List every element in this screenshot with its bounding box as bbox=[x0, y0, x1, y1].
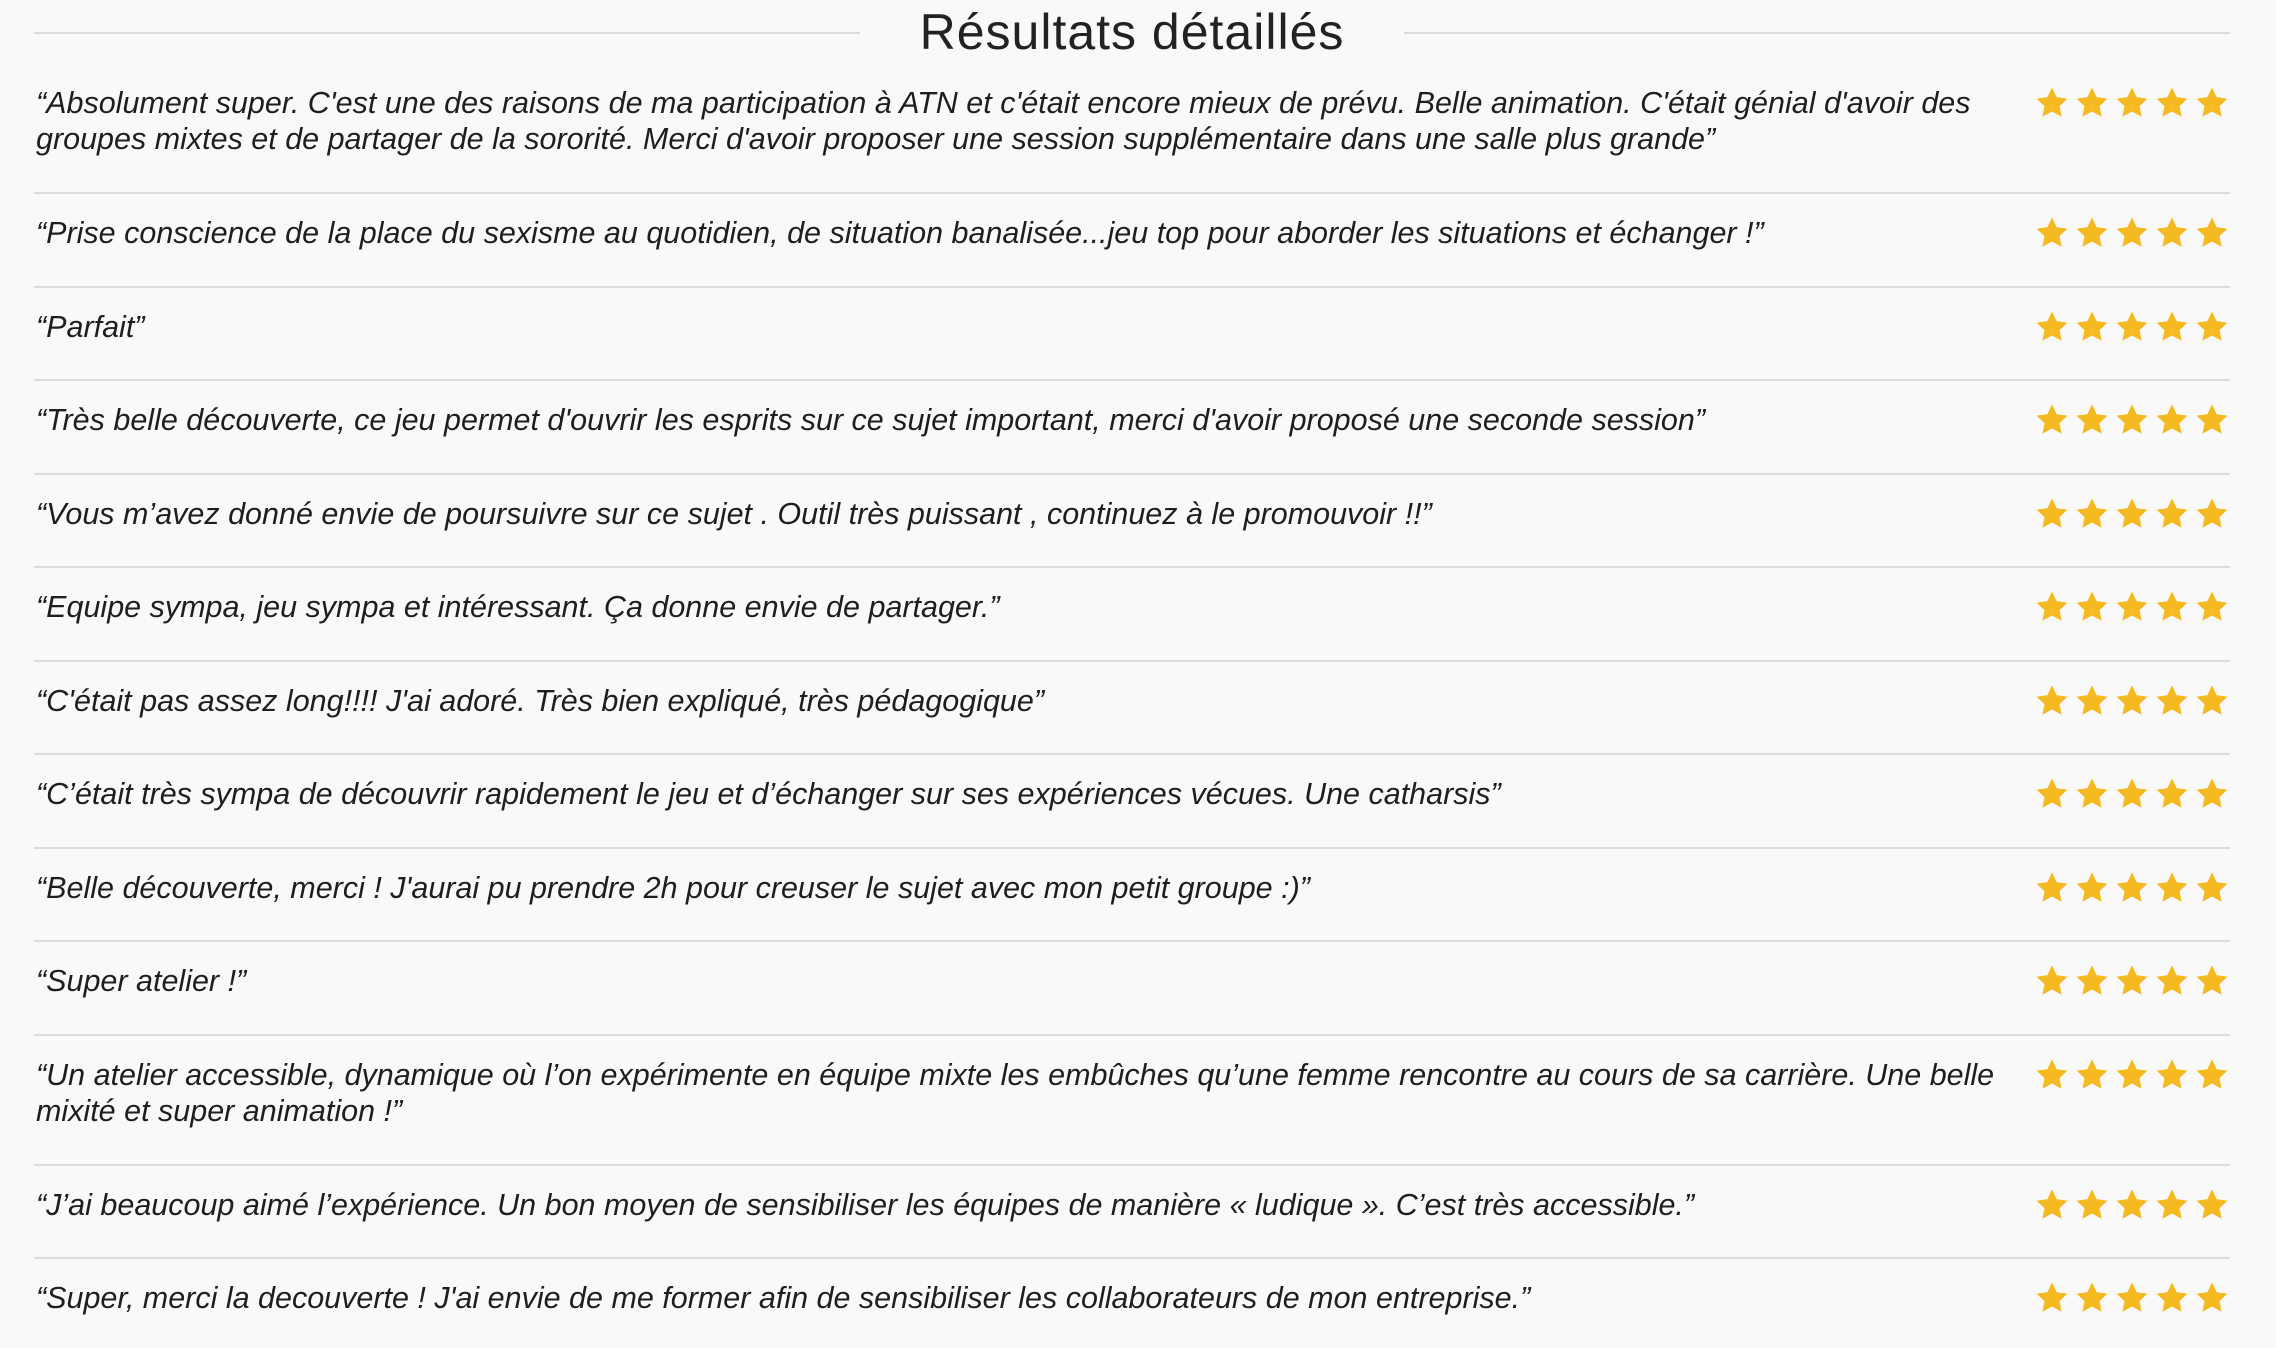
star-rating bbox=[2034, 402, 2230, 438]
star-icon bbox=[2114, 215, 2150, 251]
review-item bbox=[34, 755, 2230, 849]
star-rating bbox=[2034, 963, 2230, 999]
star-icon bbox=[2194, 309, 2230, 345]
star-icon bbox=[2074, 496, 2110, 532]
star-rating bbox=[2034, 870, 2230, 906]
star-icon bbox=[2074, 1057, 2110, 1093]
star-icon bbox=[2074, 215, 2110, 251]
star-icon bbox=[2154, 402, 2190, 438]
star-icon bbox=[2154, 963, 2190, 999]
star-icon bbox=[2154, 309, 2190, 345]
star-icon bbox=[2194, 1187, 2230, 1223]
review-text: “Prise conscience de la place du sexisme au quotidien, de situation banalisée...jeu top pour aborder les situations et échanger !” bbox=[36, 216, 1764, 250]
header-divider-left bbox=[34, 32, 860, 34]
star-icon bbox=[2074, 309, 2110, 345]
star-icon bbox=[2034, 1057, 2070, 1093]
star-icon bbox=[2194, 589, 2230, 625]
star-icon bbox=[2194, 85, 2230, 121]
star-icon bbox=[2074, 870, 2110, 906]
section-title: Résultats détaillés bbox=[919, 4, 1345, 60]
star-icon bbox=[2074, 1187, 2110, 1223]
review-text: “Absolument super. C'est une des raisons de ma participation à ATN et c'était encore mieux de prévu. Belle animation. C'était génial d'avoir des groupes mixtes et de partager de la sororité. Merci d'avoir proposer une session supplémentaire dans une salle plus grande” bbox=[36, 86, 1971, 156]
review-text: “C'était pas assez long!!!! J'ai adoré. Très bien expliqué, très pédagogique” bbox=[36, 683, 1044, 718]
review-list bbox=[34, 64, 2230, 1348]
star-icon bbox=[2194, 1280, 2230, 1316]
star-icon bbox=[2034, 402, 2070, 438]
review-item bbox=[34, 1166, 2230, 1260]
star-rating bbox=[2034, 85, 2230, 121]
star-icon bbox=[2154, 496, 2190, 532]
star-icon bbox=[2074, 776, 2110, 812]
star-rating bbox=[2034, 215, 2230, 251]
review-text: “Un atelier accessible, dynamique où l’on expérimente en équipe mixte les embûches qu’une femme rencontre au cours de sa carrière. Une belle mixité et super animation !” bbox=[36, 1057, 1995, 1128]
star-icon bbox=[2194, 1057, 2230, 1093]
review-text: “Très belle découverte, ce jeu permet d'ouvrir les esprits sur ce sujet important, merci d'avoir proposé une seconde session” bbox=[36, 403, 1706, 437]
star-icon bbox=[2154, 683, 2190, 719]
star-icon bbox=[2034, 215, 2070, 251]
star-icon bbox=[2194, 496, 2230, 532]
star-icon bbox=[2154, 1187, 2190, 1223]
star-icon bbox=[2114, 309, 2150, 345]
star-rating bbox=[2034, 1187, 2230, 1223]
review-text: “Parfait” bbox=[36, 309, 145, 344]
review-text: “Super atelier !” bbox=[36, 964, 247, 998]
star-icon bbox=[2034, 776, 2070, 812]
star-icon bbox=[2074, 402, 2110, 438]
review-text: “J’ai beaucoup aimé l’expérience. Un bon moyen de sensibiliser les équipes de manière « ludique ». C’est très accessible.” bbox=[36, 1187, 1695, 1222]
review-item bbox=[34, 662, 2230, 756]
review-item bbox=[34, 1036, 2230, 1166]
star-icon bbox=[2034, 683, 2070, 719]
star-icon bbox=[2154, 215, 2190, 251]
star-icon bbox=[2154, 776, 2190, 812]
star-icon bbox=[2074, 85, 2110, 121]
star-icon bbox=[2194, 683, 2230, 719]
star-rating bbox=[2034, 1280, 2230, 1316]
star-rating bbox=[2034, 589, 2230, 625]
star-rating bbox=[2034, 309, 2230, 345]
star-icon bbox=[2114, 496, 2150, 532]
review-item bbox=[34, 194, 2230, 288]
star-icon bbox=[2034, 870, 2070, 906]
star-icon bbox=[2034, 1280, 2070, 1316]
review-text: “Vous m’avez donné envie de poursuivre sur ce sujet . Outil très puissant , continuez à le promouvoir !!” bbox=[36, 496, 1432, 531]
star-icon bbox=[2154, 1057, 2190, 1093]
section-header bbox=[34, 0, 2230, 64]
star-rating bbox=[2034, 776, 2230, 812]
star-icon bbox=[2154, 1280, 2190, 1316]
star-rating bbox=[2034, 683, 2230, 719]
star-icon bbox=[2074, 683, 2110, 719]
star-rating bbox=[2034, 496, 2230, 532]
review-item bbox=[34, 1259, 2230, 1348]
star-icon bbox=[2154, 870, 2190, 906]
review-item bbox=[34, 849, 2230, 943]
star-icon bbox=[2034, 1187, 2070, 1223]
star-icon bbox=[2034, 963, 2070, 999]
star-icon bbox=[2034, 496, 2070, 532]
review-item bbox=[34, 568, 2230, 662]
star-icon bbox=[2074, 1280, 2110, 1316]
star-icon bbox=[2194, 776, 2230, 812]
review-item bbox=[34, 381, 2230, 475]
star-icon bbox=[2074, 589, 2110, 625]
review-text: “Super, merci la decouverte ! J'ai envie de me former afin de sensibiliser les collaborateurs de mon entreprise.” bbox=[36, 1281, 1531, 1315]
star-icon bbox=[2034, 85, 2070, 121]
star-icon bbox=[2034, 589, 2070, 625]
star-rating bbox=[2034, 1057, 2230, 1093]
review-text: “Belle découverte, merci ! J'aurai pu prendre 2h pour creuser le sujet avec mon petit groupe :)” bbox=[36, 870, 1310, 905]
star-icon bbox=[2114, 1280, 2150, 1316]
star-icon bbox=[2114, 870, 2150, 906]
star-icon bbox=[2194, 963, 2230, 999]
star-icon bbox=[2114, 683, 2150, 719]
star-icon bbox=[2114, 402, 2150, 438]
star-icon bbox=[2194, 402, 2230, 438]
review-item bbox=[34, 288, 2230, 382]
star-icon bbox=[2194, 215, 2230, 251]
review-text: “Equipe sympa, jeu sympa et intéressant. Ça donne envie de partager.” bbox=[36, 590, 1000, 624]
review-item bbox=[34, 942, 2230, 1036]
star-icon bbox=[2034, 309, 2070, 345]
star-icon bbox=[2154, 85, 2190, 121]
star-icon bbox=[2114, 589, 2150, 625]
header-divider-right bbox=[1404, 32, 2230, 34]
review-item bbox=[34, 64, 2230, 194]
star-icon bbox=[2114, 963, 2150, 999]
star-icon bbox=[2114, 1187, 2150, 1223]
star-icon bbox=[2114, 776, 2150, 812]
star-icon bbox=[2074, 963, 2110, 999]
star-icon bbox=[2114, 1057, 2150, 1093]
star-icon bbox=[2154, 589, 2190, 625]
star-icon bbox=[2194, 870, 2230, 906]
review-text: “C’était très sympa de découvrir rapidement le jeu et d’échanger sur ses expériences vécues. Une catharsis” bbox=[36, 777, 1501, 811]
star-icon bbox=[2114, 85, 2150, 121]
review-item bbox=[34, 475, 2230, 569]
